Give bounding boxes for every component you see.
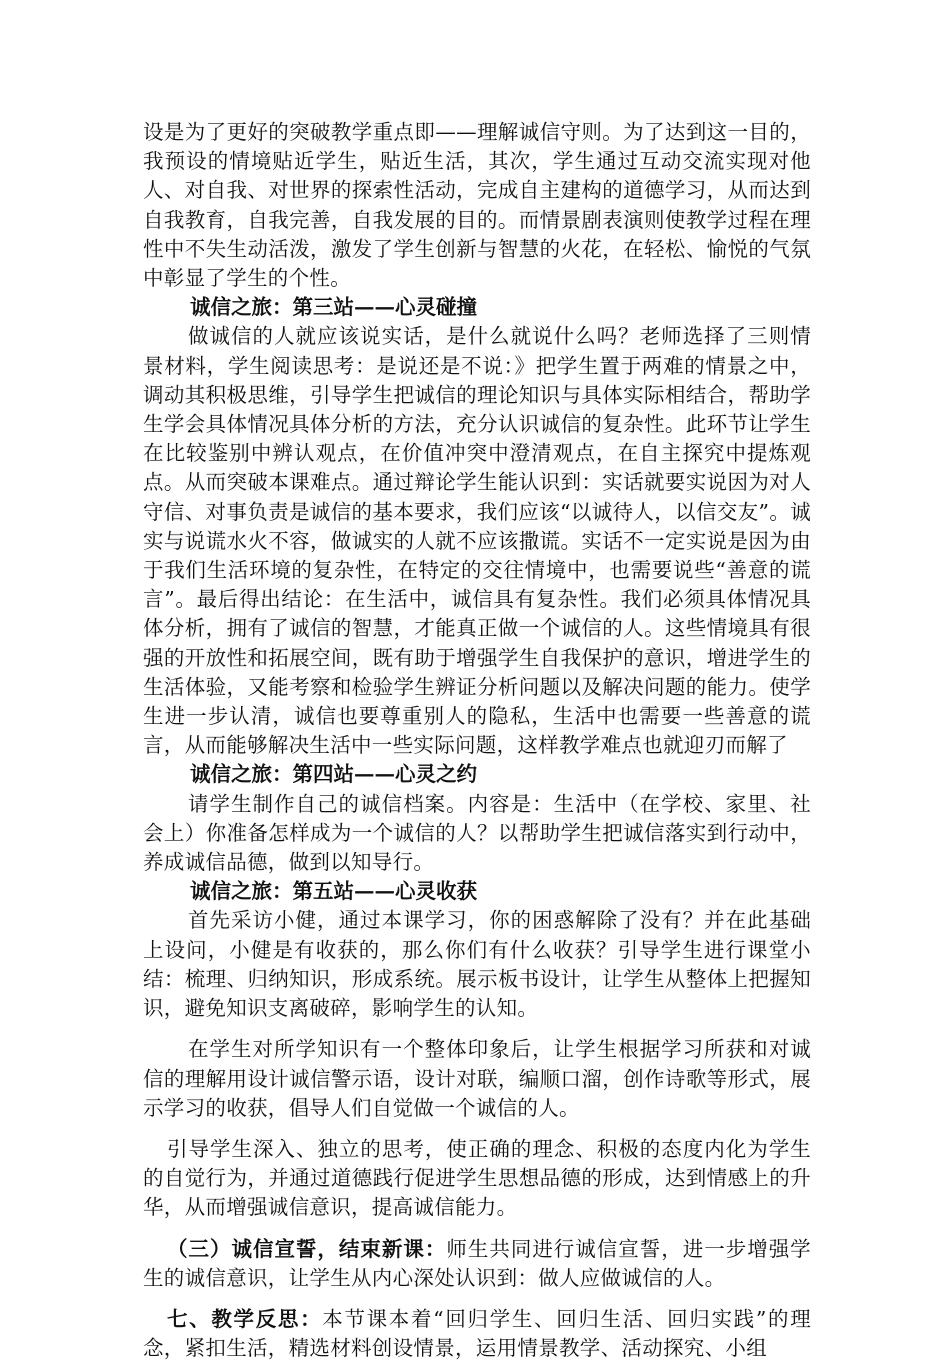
document-page	[143, 118, 811, 1363]
paragraph-oath	[143, 1235, 811, 1293]
paragraph-reflection	[143, 1305, 811, 1363]
oath-text: 师生共同进行诚信宣誓，进一步增强学生的诚信意识，让学生从内心深处认识到：做人应做诚信的人。	[143, 1236, 811, 1290]
paragraph-guidance: 引导学生深入、独立的思考，使正确的理念、积极的态度内化为学生的自觉行为，并通过道德践行促进学生思想品德的形成，达到情感上的升华，从而增强诚信意识，提高诚信能力。	[143, 1136, 811, 1220]
paragraph-station-five: 首先采访小健，通过本课学习，你的困惑解除了没有？并在此基础上设问，小健是有收获的，那么你们有什么收获？引导学生进行课堂小结：梳理、归纳知识，形成系统。展示板书设计，让学生从整体上把握知识，避免知识支离破碎，影响学生的认知。	[143, 908, 811, 1021]
heading-station-five: 诚信之旅：第五站——心灵收获	[190, 879, 477, 904]
paragraph-station-four: 请学生制作自己的诚信档案。内容是：生活中（在学校、家里、社会上）你准备怎样成为一个诚信的人？以帮助学生把诚信落实到行动中，养成诚信品德，做到以知导行。	[143, 791, 811, 875]
reflection-title: 七、教学反思：	[167, 1306, 323, 1331]
heading-station-four: 诚信之旅：第四站——心灵之约	[190, 762, 477, 787]
heading-station-three: 诚信之旅：第三站——心灵碰撞	[190, 295, 477, 320]
paragraph-summary-activities: 在学生对所学知识有一个整体印象后，让学生根据学习所获和对诚信的理解用设计诚信警示语，设计对联，编顺口溜，创作诗歌等形式，展示学习的收获，倡导人们自觉做一个诚信的人。	[143, 1037, 811, 1120]
paragraph-station-three: 做诚信的人就应该说实话，是什么就说什么吗？老师选择了三则情景材料，学生阅读思考：是说还是不说：》把学生置于两难的情景之中，调动其积极思维，引导学生把诚信的理论知识与具体实际相结合，帮助学生学会具体情况具体分析的方法，充分认识诚信的复杂性。此环节让学生在比较鉴别中辨认观点，在价值冲突中澄清观点，在自主探究中提炼观点。从而突破本课难点。通过辩论学生能认识到：实话就要实说因为对人守信、对事负责是诚信的基本要求，我们应该“以诚待人，以信交友”。诚实与说谎水火不容，做诚实的人就不应该撒谎。实话不一定实说是因为由于我们生活环境的复杂性，在特定的交往情境中，也需要说些“善意的谎言”。最后得出结论：在生活中，诚信具有复杂性。我们必须具体情况具体分析，拥有了诚信的智慧，才能真正做一个诚信的人。这些情境具有很强的开放性和拓展空间，既有助于增强学生自我保护的意识，增进学生的生活体验，又能考察和检验学生辨证分析问题以及解决问题的能力。使学生进一步认清，诚信也要尊重别人的隐私，生活中也需要一些善意的谎言，从而能够解决生活中一些实际问题，这样教学难点也就迎刃而解了	[143, 324, 811, 758]
reflection-text: 本节课本着“回归学生、回归生活、回归实践”的理念，紧扣生活，精选材料创设情景，运用情景教学、活动探究、小组	[143, 1306, 811, 1361]
oath-title: （三）诚信宣誓，结束新课：	[167, 1236, 447, 1261]
paragraph-design-intent: 设是为了更好的突破教学重点即——理解诚信守则。为了达到这一目的，我预设的情境贴近学生，贴近生活，其次，学生通过互动交流实现对他人、对自我、对世界的探索性活动，完成自主建构的道德学习，从而达到自我教育，自我完善，自我发展的目的。而情景剧表演则使教学过程在理性中不失生动活泼，激发了学生创新与智慧的火花，在轻松、愉悦的气氛中彰显了学生的个性。	[143, 120, 811, 291]
